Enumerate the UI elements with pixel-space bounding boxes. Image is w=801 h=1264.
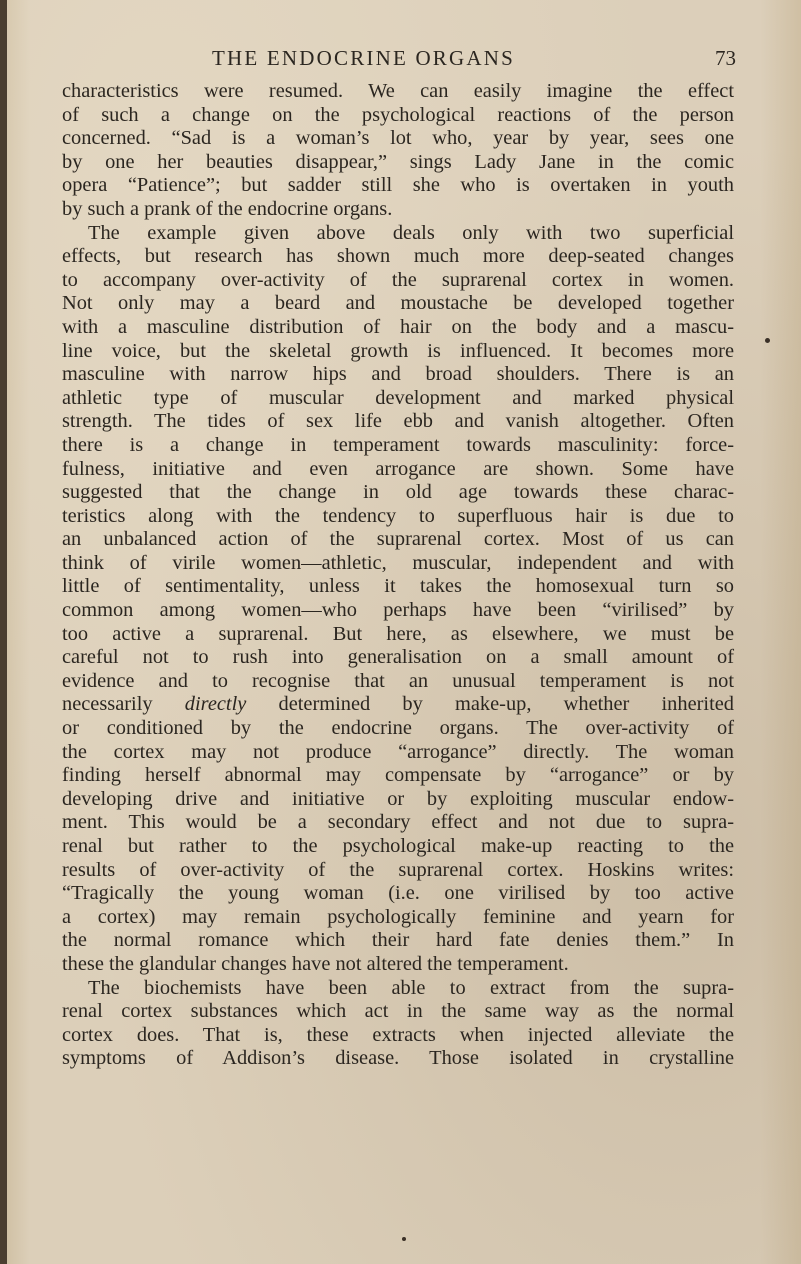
text-line: athletic type of muscular development and marked physical [62, 386, 734, 409]
text-line: line voice, but the skeletal growth is influenced. It becomes more [62, 339, 734, 362]
running-title: THE ENDOCRINE ORGANS [212, 46, 515, 70]
text-line: to accompany over-activity of the suprarenal cortex in women. [62, 268, 734, 291]
text-line: little of sentimentality, unless it takes the homosexual turn so [62, 575, 734, 598]
text-line: ment. This would be a secondary effect and not due to supra- [62, 811, 734, 834]
paragraph-2 [62, 222, 734, 977]
text-line-with-emphasis [62, 693, 734, 717]
text-line: think of virile women—athletic, muscular, independent and with [62, 551, 734, 574]
text-line: strength. The tides of sex life ebb and vanish altogether. Often [62, 410, 734, 433]
page-binding-edge [0, 0, 7, 1264]
text-line: masculine with narrow hips and broad shoulders. There is an [62, 363, 734, 386]
text-line: symptoms of Addison’s disease. Those isolated in crystalline [62, 1047, 734, 1070]
text-line: of such a change on the psychological reactions of the person [62, 103, 734, 126]
paragraph-1 [62, 80, 734, 222]
text-line: “Tragically the young woman (i.e. one virilised by too active [62, 882, 734, 905]
text-line: evidence and to recognise that an unusual temperament is not [62, 669, 734, 692]
text-line: there is a change in temperament towards masculinity: force- [62, 433, 734, 456]
text-line: common among women—who perhaps have been “virilised” by [62, 599, 734, 622]
text-line: by one her beauties disappear,” sings Lady Jane in the comic [62, 150, 734, 173]
text-line: cortex does. That is, these extracts when injected alleviate the [62, 1023, 734, 1046]
text-line: teristics along with the tendency to superfluous hair is due to [62, 504, 734, 527]
text-line: renal but rather to the psychological make-up reacting to the [62, 835, 734, 857]
text-line: The example given above deals only with two superficial [88, 221, 734, 244]
paper-speck [765, 338, 770, 343]
text-line: too active a suprarenal. But here, as elsewhere, we must be [62, 622, 734, 645]
text-line: Not only may a beard and moustache be developed together [62, 292, 734, 315]
emphasis-directly: directly [184, 693, 247, 716]
text-line: characteristics were resumed. We can easily imagine the effect [62, 80, 734, 102]
text-line: renal cortex substances which act in the same way as the normal [62, 1000, 734, 1023]
text-line: results of over-activity of the suprarenal cortex. Hoskins writes: [62, 858, 734, 881]
text-segment: necessarily [62, 693, 185, 716]
text-line: or conditioned by the endocrine organs. The over-activity of [62, 717, 734, 740]
text-line: with a masculine distribution of hair on the body and a mascu- [62, 315, 734, 338]
text-line: suggested that the change in old age towards these charac- [62, 481, 734, 504]
text-line: careful not to rush into generalisation on a small amount of [62, 646, 734, 669]
text-line: developing drive and initiative or by exploiting muscular endow- [62, 787, 734, 810]
text-line: by such a prank of the endocrine organs. [62, 197, 393, 220]
text-line: concerned. “Sad is a woman’s lot who, year by year, sees one [62, 127, 734, 150]
paper-speck [402, 1237, 406, 1241]
page-number: 73 [715, 46, 736, 70]
text-line: finding herself abnormal may compensate by “arrogance” or by [62, 764, 734, 787]
text-line: The biochemists have been able to extract from the supra- [88, 976, 734, 999]
text-line: fulness, initiative and even arrogance are shown. Some have [62, 457, 734, 480]
running-head [62, 46, 734, 80]
text-line: a cortex) may remain psychologically feminine and yearn for [62, 905, 734, 928]
paragraph-3 [62, 977, 734, 1071]
text-line: opera “Patience”; but sadder still she who is overtaken in youth [62, 174, 734, 197]
text-line: the cortex may not produce “arrogance” directly. The woman [62, 740, 734, 763]
text-line: an unbalanced action of the suprarenal cortex. Most of us can [62, 528, 734, 551]
text-line: these the glandular changes have not altered the temperament. [62, 952, 569, 975]
text-line: the normal romance which their hard fate denies them.” In [62, 929, 734, 952]
text-line: effects, but research has shown much more deep-seated changes [62, 245, 734, 268]
text-segment: determined by make-up, whether inherited [246, 693, 734, 716]
book-page [62, 46, 734, 1071]
